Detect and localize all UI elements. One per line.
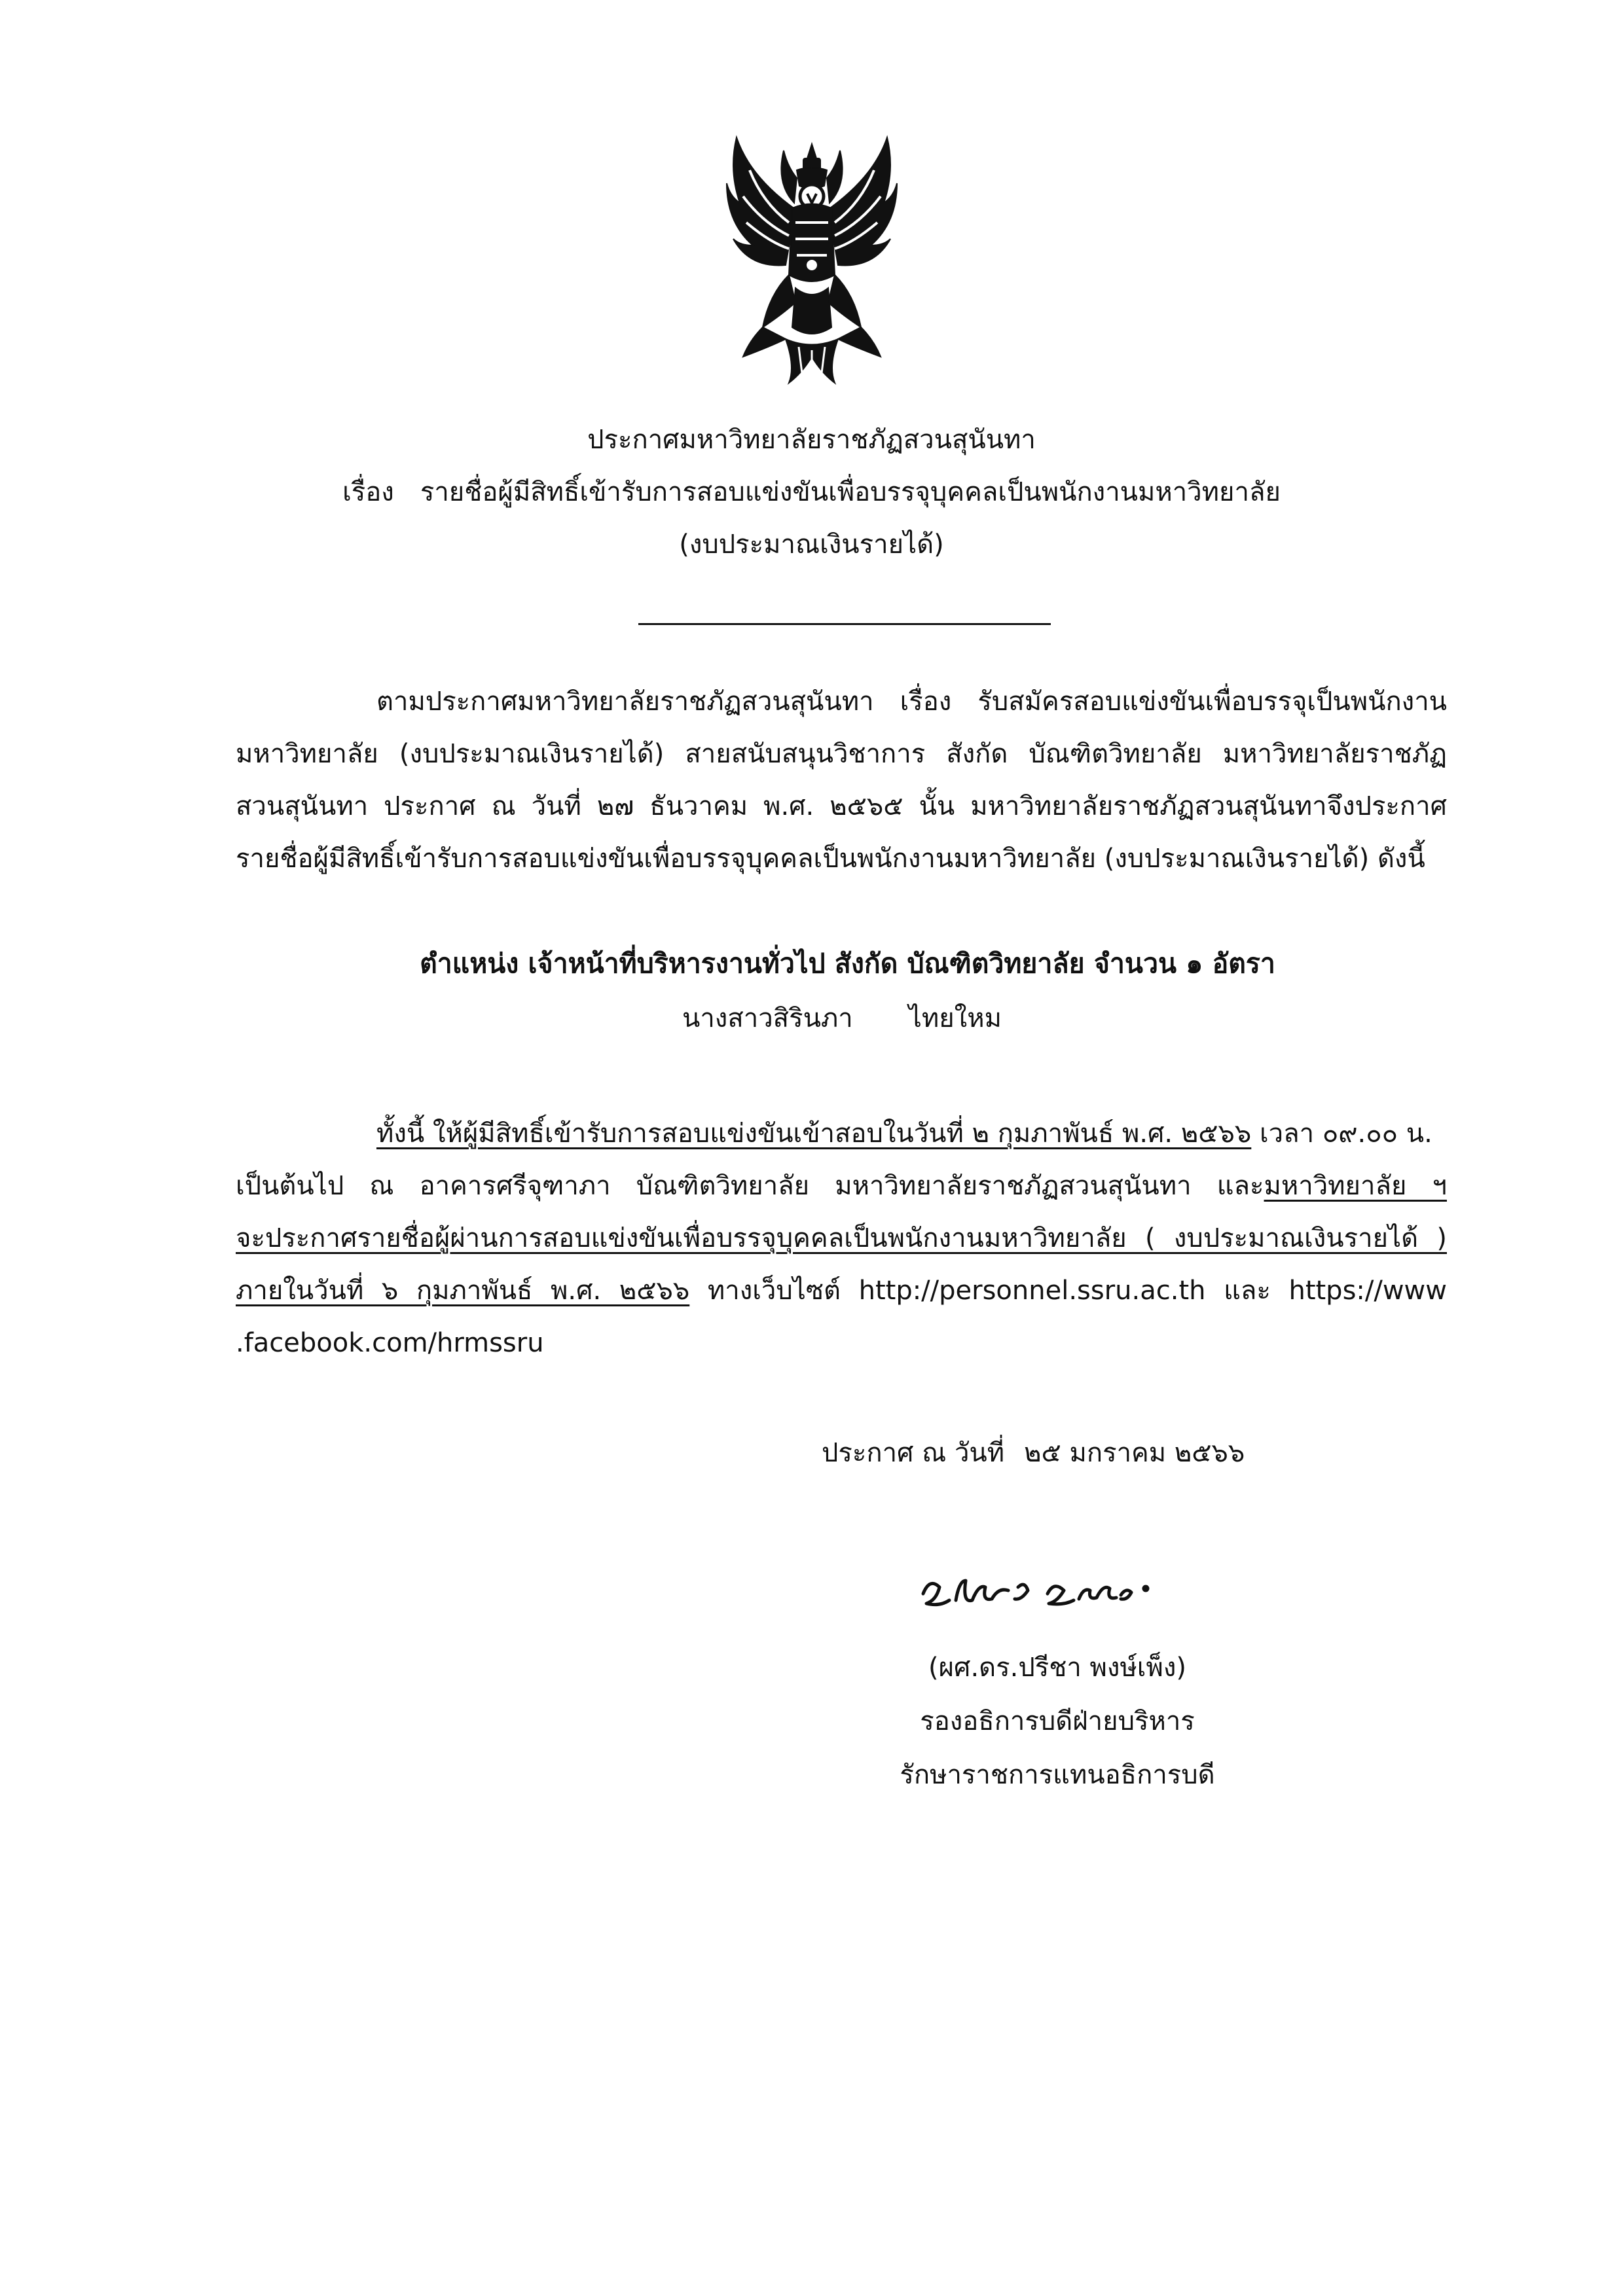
exam-date-underlined: ทั้งนี้ ให้ผู้มีสิทธิ์เข้ารับการสอบแข่งขันเข้าสอบในวันที่ ๒ กุมภาพันธ์ พ.ศ. ๒๕๖๖ [376, 1119, 1252, 1149]
exam-time: เวลา ๐๙.๐๐ น. [1251, 1119, 1432, 1149]
subject-text: รายชื่อผู้มีสิทธิ์เข้ารับการสอบแข่งขันเพื่อบรรจุบุคคลเป็นพนักงานมหาวิทยาลัย [420, 477, 1281, 507]
signatory-acting-position: รักษาราชการแทนอธิการบดี [900, 1760, 1215, 1790]
budget-note: (งบประมาณเงินรายได้) [679, 529, 944, 560]
candidate-entry [682, 992, 1002, 1045]
garuda-emblem-icon [723, 131, 900, 386]
signatory-name: (ผศ.ดร.ปรีชา พงษ์เพ็ง) [928, 1653, 1186, 1683]
websites-text: ทางเว็บไซต์ http://personnel.ssru.ac.th และ https://www [689, 1276, 1447, 1306]
header-divider [638, 623, 1051, 625]
intro-line-3: สวนสุนันทา ประกาศ ณ วันที่ ๒๗ ธันวาคม พ.ศ. ๒๕๖๕ นั้น มหาวิทยาลัยราชภัฏสวนสุนันทาจึงประกาศ [236, 791, 1447, 821]
announcement-date-value: ๒๕ มกราคม ๒๕๖๖ [1024, 1438, 1245, 1468]
exam-line-1 [376, 1107, 1447, 1160]
announcement-subject [0, 466, 1623, 518]
announcement-title: ประกาศมหาวิทยาลัยราชภัฏสวนสุนันทา [587, 425, 1036, 455]
university-underlined: มหาวิทยาลัย ฯ [1264, 1171, 1447, 1201]
position-heading: ตำแหน่ง เจ้าหน้าที่บริหารงานทั่วไป สังกัด บัณฑิตวิทยาลัย จำนวน ๑ อัตรา [420, 948, 1275, 979]
results-date-underlined: ภายในวันที่ ๖ กุมภาพันธ์ พ.ศ. ๒๕๖๖ [236, 1276, 690, 1306]
announcement-date [822, 1427, 1245, 1479]
subject-label: เรื่อง [342, 477, 394, 507]
candidate-name: นางสาวสิรินภา [682, 1003, 853, 1033]
intro-line-2: มหาวิทยาลัย (งบประมาณเงินรายได้) สายสนับสนุนวิชาการ สังกัด บัณฑิตวิทยาลัย มหาวิทยาลัยราชภัฏ [236, 739, 1447, 769]
signatory-position: รองอธิการบดีฝ่ายบริหาร [920, 1706, 1195, 1736]
handwritten-signature [910, 1554, 1172, 1626]
exam-line-2 [236, 1160, 1447, 1212]
results-announcement-underlined: จะประกาศรายชื่อผู้ผ่านการสอบแข่งขันเพื่อบรรจุบุคคลเป็นพนักงานมหาวิทยาลัย ( งบประมาณเงินรายได้ ) [236, 1223, 1447, 1253]
exam-venue: เป็นต้นไป ณ อาคารศรีจุฑาภา บัณฑิตวิทยาลัย มหาวิทยาลัยราชภัฏสวนสุนันทา และ [236, 1171, 1264, 1201]
intro-line-4: รายชื่อผู้มีสิทธิ์เข้ารับการสอบแข่งขันเพื่อบรรจุบุคคลเป็นพนักงานมหาวิทยาลัย (งบประมาณเงินรายได้) ดังนี้ [236, 844, 1425, 874]
intro-line-1: ตามประกาศมหาวิทยาลัยราชภัฏสวนสุนันทา เรื่อง รับสมัครสอบแข่งขันเพื่อบรรจุเป็นพนักงาน [376, 687, 1447, 717]
announcement-date-prefix: ประกาศ ณ วันที่ [822, 1438, 1005, 1468]
exam-line-3 [236, 1212, 1447, 1265]
exam-line-4 [236, 1265, 1447, 1317]
candidate-surname: ไทยใหม [908, 1003, 1002, 1033]
exam-line-5: .facebook.com/hrmssru [236, 1328, 544, 1358]
